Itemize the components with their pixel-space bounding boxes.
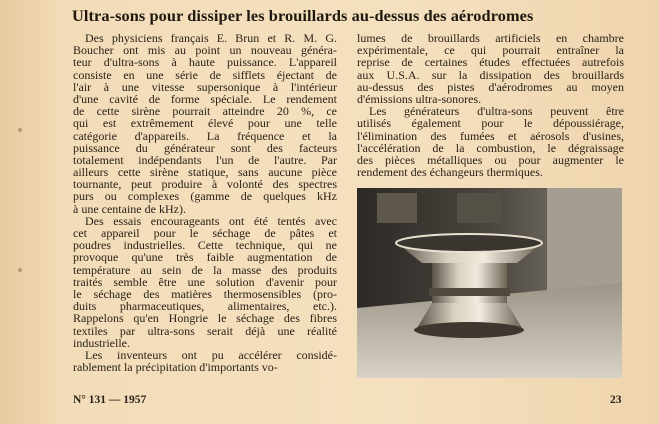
text-line: poudres industrielles. Cette technique, qui ne	[73, 238, 337, 253]
paragraph	[73, 32, 337, 215]
text-line: Des physiciens français E. Brun et R. M. G.	[85, 31, 337, 45]
page-number: 23	[610, 394, 622, 406]
text-line: Boucher ont mis au point un nouveau généra-	[73, 43, 337, 58]
binding-hole	[18, 268, 22, 272]
text-line: cet appareil pour le séchage de pâtes et	[73, 226, 337, 240]
text-line: qui est extrêmement élevé pour une telle	[73, 116, 337, 131]
text-line: au-dessus des pistes d'aérodromes au moyen	[357, 79, 624, 94]
text-line: de cette sirène pourrait atteindre 20 %, ce	[73, 104, 337, 119]
ultrasonic-siren-image	[357, 188, 622, 378]
text-line: industrielle.	[73, 335, 130, 350]
article-column-right	[357, 32, 624, 178]
text-line: catégorie d'appareils. La fréquence et la	[73, 128, 337, 143]
paragraph	[73, 215, 337, 349]
text-line: l'élimination des fumées et aérosols d'usines,	[357, 128, 624, 143]
text-line: textiles par ultra-sons serait déjà une réalité	[73, 323, 337, 338]
text-line: Les inventeurs ont pu accélérer considé-	[85, 347, 337, 362]
text-line: l'accélération de la combustion, le dégraissage	[357, 140, 624, 155]
text-line: Rappelons qu'en Hongrie le séchage des fibres	[73, 311, 337, 326]
text-line: ailleurs cette sirène statique, sans aucune pièce	[73, 165, 337, 180]
paragraph	[357, 32, 624, 105]
text-line: l'air à une vitesse supersonique à l'intérieur	[73, 79, 337, 94]
text-line: d'une cavité de forme spéciale. Le rendement	[73, 91, 337, 106]
text-line: totalement indépendants l'un de l'autre. Par	[73, 152, 337, 167]
paragraph	[73, 349, 337, 373]
paragraph	[357, 105, 624, 178]
text-line: utilisés également pour le dépoussiérage,	[357, 116, 624, 131]
text-line: rendement des échangeurs thermiques.	[357, 165, 543, 180]
text-line: teur d'ultra-sons à haute puissance. L'appareil	[73, 55, 337, 70]
text-line: Des essais encourageants ont été tentés avec	[85, 213, 337, 228]
text-line: expérimentale, ce qui pourrait entraîner la	[357, 43, 624, 58]
text-line: tournante, peut produire à volonté des spectres	[73, 177, 337, 192]
siren-photo	[357, 188, 622, 378]
text-line: des pièces métalliques ou pour augmenter le	[357, 152, 624, 167]
text-line: à une centaine de kHz).	[73, 201, 186, 216]
text-line: traités semble être une solution d'avenir pour	[73, 274, 337, 289]
text-line: aux U.S.A. sur la dissipation des brouillards	[357, 67, 624, 82]
text-line: purs ou complexes (gamme de quelques kHz	[73, 189, 337, 204]
text-line: provoque qu'une très faible augmentation de	[73, 250, 337, 265]
text-line: d'émissions ultra-sonores.	[357, 91, 482, 106]
issue-number: N° 131 — 1957	[73, 394, 147, 406]
article-column-left	[73, 32, 337, 373]
text-line: lumes de brouillards artificiels en chambre	[357, 31, 624, 45]
text-line: puissance du générateur sont des facteurs	[73, 140, 337, 155]
text-line: le séchage des matières thermosensibles (pro-	[73, 286, 337, 301]
text-line: consiste en une série de sifflets éjectant de	[73, 67, 337, 82]
text-line: duits pharmaceutiques, alimentaires, etc.).	[73, 299, 337, 314]
text-line: reprise de certaines études effectuées autrefois	[357, 55, 624, 70]
text-line: rablement la précipitation d'importants vo-	[73, 360, 278, 375]
binding-hole	[18, 128, 22, 132]
text-line: Les générateurs d'ultra-sons peuvent être	[369, 104, 624, 119]
text-line: température au sein de la masse des produits	[73, 262, 337, 277]
article-title: Ultra-sons pour dissiper les brouillards au-dessus des aérodromes	[72, 6, 534, 25]
